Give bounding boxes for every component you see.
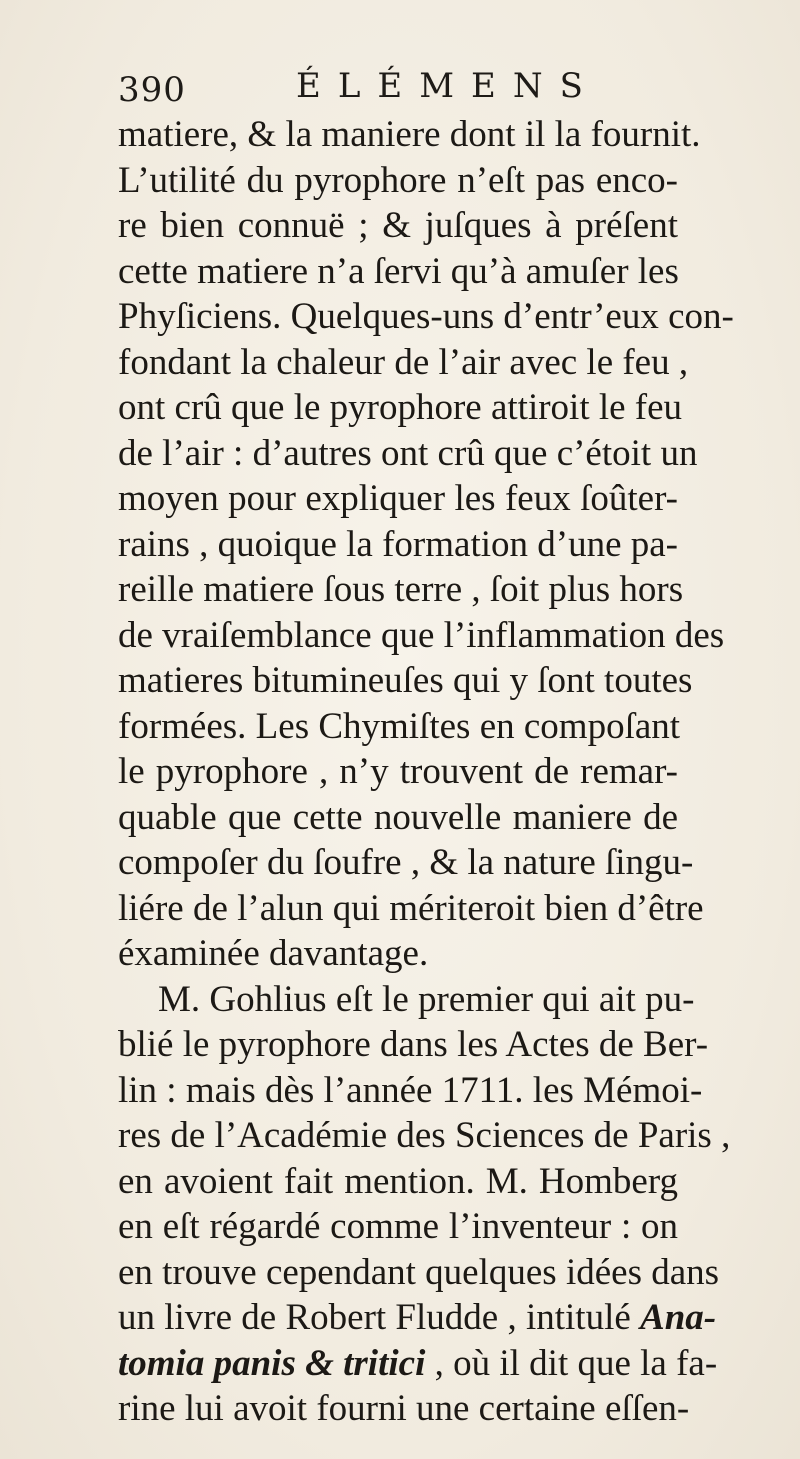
text-segment: , où il dit que la fa- — [425, 1342, 718, 1384]
text-line: rains , quoique la formation d’une pa- — [118, 523, 678, 565]
text-line: lin : mais dès l’année 1711. les Mémoi- — [118, 1069, 703, 1111]
text-line: matieres bitumineuſes qui y ſont toutes — [118, 660, 693, 701]
text-line: L’utilité du pyrophore n’eſt pas enco- — [118, 159, 678, 201]
text-line: formées. Les Chymiſtes en compoſant — [118, 705, 681, 747]
text-line: ont crû que le pyrophore attiroit le feu — [118, 387, 683, 428]
text-line: éxaminée davantage. — [118, 933, 429, 974]
running-title: ÉLÉMENS — [296, 66, 600, 106]
text-line: fondant la chaleur de l’air avec le feu , — [118, 341, 689, 383]
text-line-with-title — [118, 1295, 717, 1341]
text-line: liére de l’alun qui mériteroit bien d’être — [118, 887, 704, 929]
text-line: en eſt régardé comme l’inventeur : on — [118, 1206, 678, 1247]
text-line: M. Gohlius eſt le premier qui ait pu- — [158, 978, 695, 1020]
text-line: matiere, & la maniere dont il la fournit. — [118, 114, 701, 155]
text-line-with-title — [118, 1341, 718, 1387]
text-line: res de l’Académie des Sciences de Paris , — [118, 1115, 731, 1156]
text-line: rine lui avoit fourni une certaine eſſen- — [118, 1388, 690, 1429]
text-segment: un livre de Robert Fludde , intitulé — [118, 1297, 631, 1338]
text-line: moyen pour expliquer les feux ſoûter- — [118, 478, 678, 519]
text-line: Phyſiciens. Quelques-uns d’entr’eux con- — [118, 296, 734, 337]
text-line: re bien connuë ; & juſques à préſent — [118, 205, 678, 246]
text-line: en avoient fait mention. M. Homberg — [118, 1160, 678, 1202]
body-text — [118, 112, 734, 1432]
book-title-part: Ana- — [640, 1297, 717, 1338]
book-title-part: tomia panis & tritici — [118, 1342, 426, 1384]
page-header — [118, 62, 678, 108]
text-line: de l’air : d’autres ont crû que c’étoit un — [118, 432, 698, 474]
text-line: le pyrophore , n’y trouvent de remar- — [118, 751, 678, 792]
text-line: reille matiere ſous terre , ſoit plus hors — [118, 569, 684, 610]
text-line: de vraiſemblance que l’inflammation des — [118, 614, 725, 656]
text-line: cette matiere n’a ſervi qu’à amuſer les — [118, 250, 679, 292]
text-line: blié le pyrophore dans les Actes de Ber- — [118, 1024, 709, 1065]
page-number: 390 — [118, 70, 186, 110]
text-line: compoſer du ſoufre , & la nature ſingu- — [118, 842, 694, 883]
text-line: en trouve cependant quelques idées dans — [118, 1251, 720, 1293]
text-line: quable que cette nouvelle maniere de — [118, 796, 678, 838]
